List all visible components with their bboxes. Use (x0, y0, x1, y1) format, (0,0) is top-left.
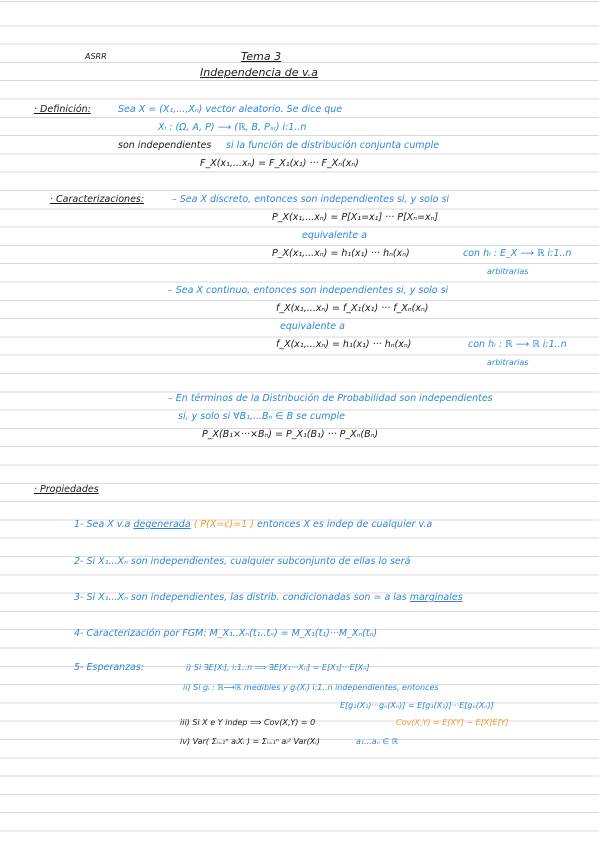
property-1 (74, 519, 432, 531)
discrete-intro: – Sea X discreto, entonces son independientes si, y solo si (172, 194, 450, 205)
property-3-end: marginales (409, 592, 463, 603)
property-5-iii-b: Cov(X,Y) = E[XY] − E[X]E[Y] (396, 718, 509, 727)
discrete-condition: con hᵢ : E_X ⟶ ℝ i:1..n (463, 248, 572, 259)
probability-intro: – En términos de la Distribución de Probabilidad son independientes (168, 393, 493, 404)
properties-heading: · Propiedades (34, 484, 99, 495)
author-initials: ASRR (85, 52, 107, 61)
continuous-condition: con hᵢ : ℝ ⟶ ℝ i:1..n (468, 339, 567, 350)
continuous-formula-1: f_X(x₁,...xₙ) = f_X₁(x₁) ··· f_Xₙ(xₙ) (276, 303, 429, 314)
property-1-start: 1- Sea X v.a (74, 519, 131, 530)
property-5-ii-a: ii) Si gᵢ : ℝ⟶ℝ medibles y gᵢ(Xᵢ) i:1..n independientes, entonces (183, 683, 439, 692)
probability-condition: si, y solo si ∀B₁,...Bₙ ∈ B se cumple (178, 411, 346, 422)
property-5-iv-b: a₁...aₙ ∈ ℝ (356, 737, 399, 746)
page-title: Independencia de v.a (200, 66, 318, 79)
continuous-intro: – Sea X continuo, entonces son independientes si, y solo si (168, 285, 449, 296)
property-1-end: entonces X es indep de cualquier v.a (257, 519, 433, 530)
property-5-iii-a: iii) Si X e Y indep ⟹ Cov(X,Y) = 0 (180, 718, 316, 727)
property-5-label: 5- Esperanzas: (74, 662, 145, 673)
definition-line-3: si la función de distribución conjunta cumple (226, 140, 440, 151)
probability-formula: P_X(B₁×···×Bₙ) = P_X₁(B₁) ··· P_Xₙ(Bₙ) (202, 429, 379, 440)
definition-line-1: Sea X = (X₁,...,Xₙ) vector aleatorio. Se dice que (118, 104, 343, 115)
discrete-equivalent: equivalente a (302, 230, 367, 241)
discrete-arbitrary: arbitrarias (487, 267, 529, 276)
property-3 (74, 592, 463, 604)
continuous-arbitrary: arbitrarias (487, 358, 529, 367)
continuous-equivalent: equivalente a (280, 321, 345, 332)
property-5-i: i) Si ∃E[Xᵢ], i:1..n ⟹ ∃E[X₁···Xₙ] = E[X₁]···E[Xₙ] (186, 663, 370, 672)
property-3-start: 3- Si X₁...Xₙ son independientes, las distrib. condicionadas son = a las (74, 592, 407, 603)
property-1-degenerate: degenerada (133, 519, 191, 530)
property-2: 2- Si X₁...Xₙ son independientes, cualquier subconjunto de ellas lo será (74, 556, 411, 567)
property-1-paren: ( P(X=c)=1 ) (193, 519, 254, 530)
property-4: 4- Caracterización por FGM: M_X₁..Xₙ(t₁..tₙ) = M_X₁(t₁)···M_Xₙ(tₙ) (74, 628, 378, 639)
topic-number: Tema 3 (241, 50, 282, 63)
definition-heading: · Definición: (34, 104, 91, 115)
discrete-formula-2: P_X(x₁,...xₙ) = h₁(x₁) ··· hₙ(xₙ) (272, 248, 410, 259)
continuous-formula-2: f_X(x₁,...xₙ) = h₁(x₁) ··· hₙ(xₙ) (276, 339, 412, 350)
definition-line-2: Xᵢ : (Ω, A, P) ⟶ (ℝ, B, Pₓᵢ) i:1..n (158, 122, 307, 133)
property-5-ii-b: E[g₁(X₁)···gₙ(Xₙ)] = E[g₁(X₁)]···E[gₙ(Xₙ)] (340, 701, 494, 710)
property-5-iv-a: iv) Var( Σᵢ₌₁ⁿ aᵢXᵢ ) = Σᵢ₌₁ⁿ aᵢ² Var(Xᵢ) (180, 737, 320, 746)
definition-formula: F_X(x₁,...xₙ) = F_X₁(x₁) ··· F_Xₙ(xₙ) (200, 158, 359, 169)
definition-independent: son independientes (118, 140, 212, 151)
discrete-formula-1: P_X(x₁,...xₙ) = P[X₁=x₁] ··· P[Xₙ=xₙ] (272, 212, 439, 223)
characterizations-heading: · Caracterizaciones: (50, 194, 145, 205)
